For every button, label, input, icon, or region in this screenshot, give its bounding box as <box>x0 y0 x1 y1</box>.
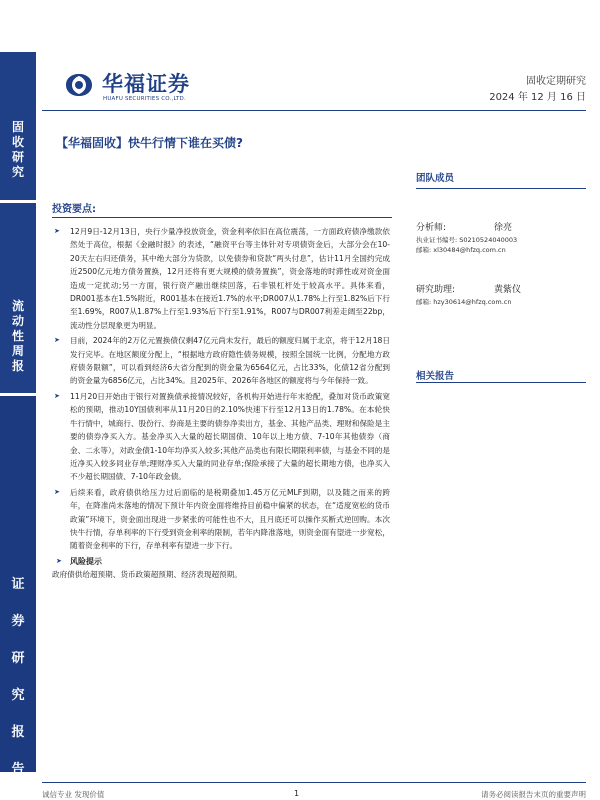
analyst-email[interactable]: 邮箱: xl30484@hfzq.com.cn <box>416 246 506 254</box>
side-label-char: 报 <box>11 725 25 740</box>
footer-divider <box>42 782 586 783</box>
summary-bullet <box>52 486 390 553</box>
investment-summary <box>52 200 390 581</box>
side-label-char: 券 <box>11 614 25 629</box>
report-title: 【华福固收】快牛行情下谁在买债? <box>56 136 243 150</box>
assistant-name: 黄紫仪 <box>494 285 522 295</box>
risk-heading <box>56 555 390 568</box>
analyst-name: 徐亮 <box>494 223 513 233</box>
analyst-card <box>416 220 586 255</box>
related-divider <box>416 382 586 383</box>
side-label-char: 流 <box>11 299 24 313</box>
side-label-char: 研 <box>11 150 24 164</box>
team-heading: 团队成员 <box>416 173 455 184</box>
bullet-arrow-icon: ➤ <box>54 227 60 235</box>
summary-bullet <box>52 390 390 484</box>
assistant-email[interactable]: 邮箱: hzy30614@hfzq.com.cn <box>416 298 512 306</box>
team-divider <box>416 188 586 189</box>
side-label-char: 周 <box>11 344 24 358</box>
logo-mark-icon <box>62 70 96 100</box>
side-label-char: 究 <box>11 165 24 179</box>
side-label-char: 固 <box>11 120 24 134</box>
analyst-role: 分析师: <box>416 223 447 233</box>
side-label-char: 究 <box>11 688 25 703</box>
team-panel <box>416 170 586 382</box>
footer-disclaimer: 请务必阅读报告末页的重要声明 <box>481 790 586 799</box>
footer-slogan: 诚信专业 发现价值 <box>42 790 105 799</box>
side-banner-doc-type <box>0 396 36 777</box>
page-number: 1 <box>294 789 300 798</box>
analyst-cert: 执业证书编号: S0210524040003 <box>416 236 518 244</box>
assistant-role: 研究助理: <box>416 285 456 295</box>
risk-text: 政府债供给超预期、货币政策超预期、经济表现超预期。 <box>52 569 242 579</box>
risk-heading-text: 风险提示 <box>70 556 102 566</box>
summary-bullet <box>52 225 390 332</box>
related-reports-heading: 相关报告 <box>416 371 455 382</box>
side-label-char: 告 <box>11 762 25 777</box>
side-label-char: 报 <box>11 359 24 373</box>
bullet-text: 后续来看，政府债供给压力过后面临的是税期叠加1.45万亿元MLF到期，以及随之而来的跨年，在降准尚未落地的情况下预计年内资金面将维持目前稳中偏紧的状态，在“适度宽松的货币政策”环境下，资金面出现进一步紧张的可能性也不大，且月底还可以操作买断式逆回购。本次快牛行情，存单利率的下行受到资金利率的限制，若年内降准落地，则资金面有望进一步宽松，随着资金利率的下行，存单利率有望进一步下行。 <box>70 487 390 551</box>
side-label-char: 性 <box>11 329 24 343</box>
side-label-char: 研 <box>11 651 25 666</box>
bullet-text: 目前，2024年的2万亿元置换债仅剩47亿元尚未发行，最后的额度归属于北京，将于12月18日发行完毕。在地区额度分配上，“根据地方政府隐性债务规模，按照全国统一比例，分配地方政府债务限额”，可以看到经济6大省分配到的资金量为6564亿元，占比33%，化债12省分配到的资金量为6856亿元，占比34%。且2025年、2026年各地区的额度将与今年保持一致。 <box>70 336 390 386</box>
brand-name-en: HUAFU SECURITIES CO.,LTD. <box>103 96 186 102</box>
assistant-card <box>416 282 586 307</box>
side-banner <box>0 52 36 777</box>
side-label-char: 收 <box>11 135 24 149</box>
bullet-arrow-icon: ➤ <box>54 487 60 496</box>
report-type: 固收定期研究 <box>526 76 586 87</box>
bullet-arrow-icon: ➤ <box>54 336 60 345</box>
summary-bullet <box>52 334 390 388</box>
side-banner-category <box>0 52 36 200</box>
summary-heading: 投资要点: <box>52 204 96 215</box>
summary-divider <box>52 217 392 218</box>
report-date: 2024 年 12 月 16 日 <box>489 92 586 103</box>
bullet-text: 12月9日-12月13日，央行少量净投放资金，资金利率依旧在高位震荡，一方面政府债净缴款依然处于高位，根据《金融时报》的表述，“融资平台等主体针对专项债资金后，大部分会在10-20天左右归还债务，其中绝大部分为贷款，以免债券和贷款“两头付息”，估计11月全国约完成近2500亿元地方债务置换，12月还将有更大规模的债务置换”，资金落地的时滞性或对资金面造成一定扰动;另一方面，银行资产融出继续回落，石非银杠杆处于较高水平。具体来看，DR001基本在1.5%附近，R001基本在接近1.7%的水平;DR007从1.78%上行至1.82%后下行至1.69%，R007从1.87%上行至1.93%后下行至1.91%，R007与DR007利差走阔至22bp，流动性分层现象更为明显。 <box>70 227 390 330</box>
side-banner-series <box>0 203 36 393</box>
header-divider <box>42 110 586 111</box>
side-label-char: 动 <box>11 314 24 328</box>
company-logo <box>62 68 222 108</box>
bullet-arrow-icon: ➤ <box>54 391 60 400</box>
risk-arrow-icon: ➤ <box>56 556 62 565</box>
brand-name: 华福证券 <box>102 72 190 96</box>
side-label-char: 证 <box>11 577 25 592</box>
bullet-text: 11月20日开始由于银行对置换债承接情况较好，各机构开始进行年末抢配，叠加对货币政策宽松的预期，推动10Y国债利率从11月20日的2.10%快速下行至12月13日的1.78%。在本轮快牛行情中，城商行、股份行、券商是主要的债券净卖出方，基金、其他产品类、理财和保险是主要的债券净买入方。基金净买入大量的超长期国债、10年以上地方债、7-10年其他债券（商金、二永等），对政金债1-10年均净买入较多;其他产品类也有限长期限利率债，与基金不同的是近净买入较多同业存单;理财净买入大量的同业存单;保险承接了大量的超长期地方债，也净买入不少超长期国债、7-10年政金债。 <box>70 391 390 482</box>
